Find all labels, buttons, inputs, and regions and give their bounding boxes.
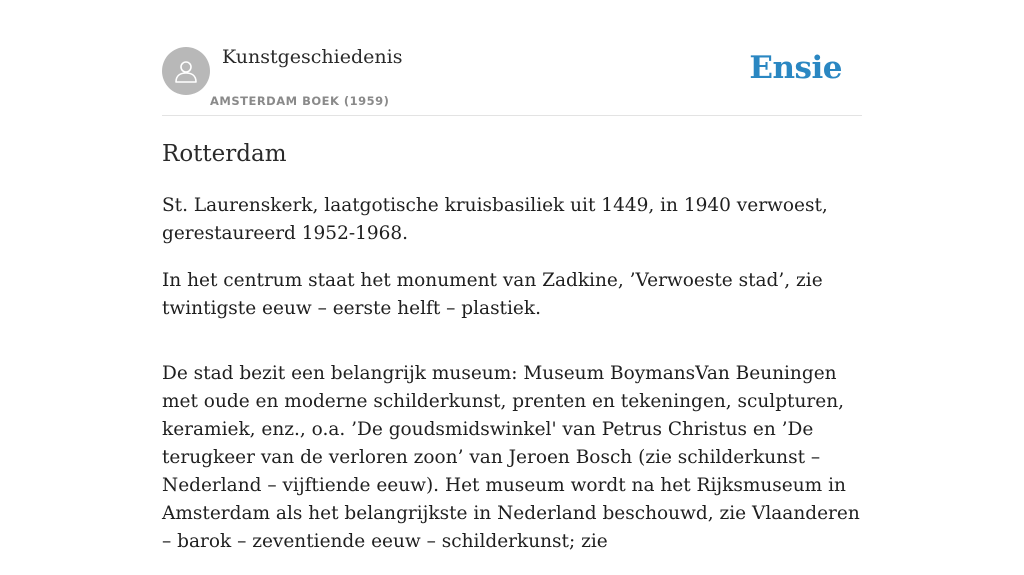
article-paragraph: St. Laurenskerk, laatgotische kruisbasiliek uit 1449, in 1940 verwoest, gerestaureerd 1952-1968. (162, 195, 828, 244)
article-body (162, 138, 862, 575)
article-title: Rotterdam (162, 141, 287, 167)
article-paragraph: De stad bezit een belangrijk museum: Museum BoymansVan Beuningen met oude en moderne schilderkunst, prenten en tekeningen, sculpturen, keramiek, enz., o.a. ’De goudsmidswinkel' van Petrus Christus en ’De terugkeer van de verloren zoon’ van Jeroen Bosch (zie schilderkunst – Nederland – vijftiende eeuw). Het museum wordt na het Rijksmuseum in Amsterdam als het belangrijkste in Nederland beschouwd, zie Vlaanderen – barok – zeventiende eeuw – schilderkunst; zie (162, 363, 860, 552)
author-avatar[interactable] (162, 47, 210, 95)
article-paragraph: In het centrum staat het monument van Zadkine, ’Verwoeste stad’, zie twintigste eeuw – eerste helft – plastiek. (162, 270, 823, 319)
source-label[interactable]: AMSTERDAM BOEK (1959) (210, 94, 390, 108)
ensie-logo[interactable]: Ensie (749, 50, 842, 86)
category-link[interactable]: Kunstgeschiedenis (222, 46, 403, 68)
user-icon (172, 57, 200, 85)
article-header (162, 0, 862, 116)
